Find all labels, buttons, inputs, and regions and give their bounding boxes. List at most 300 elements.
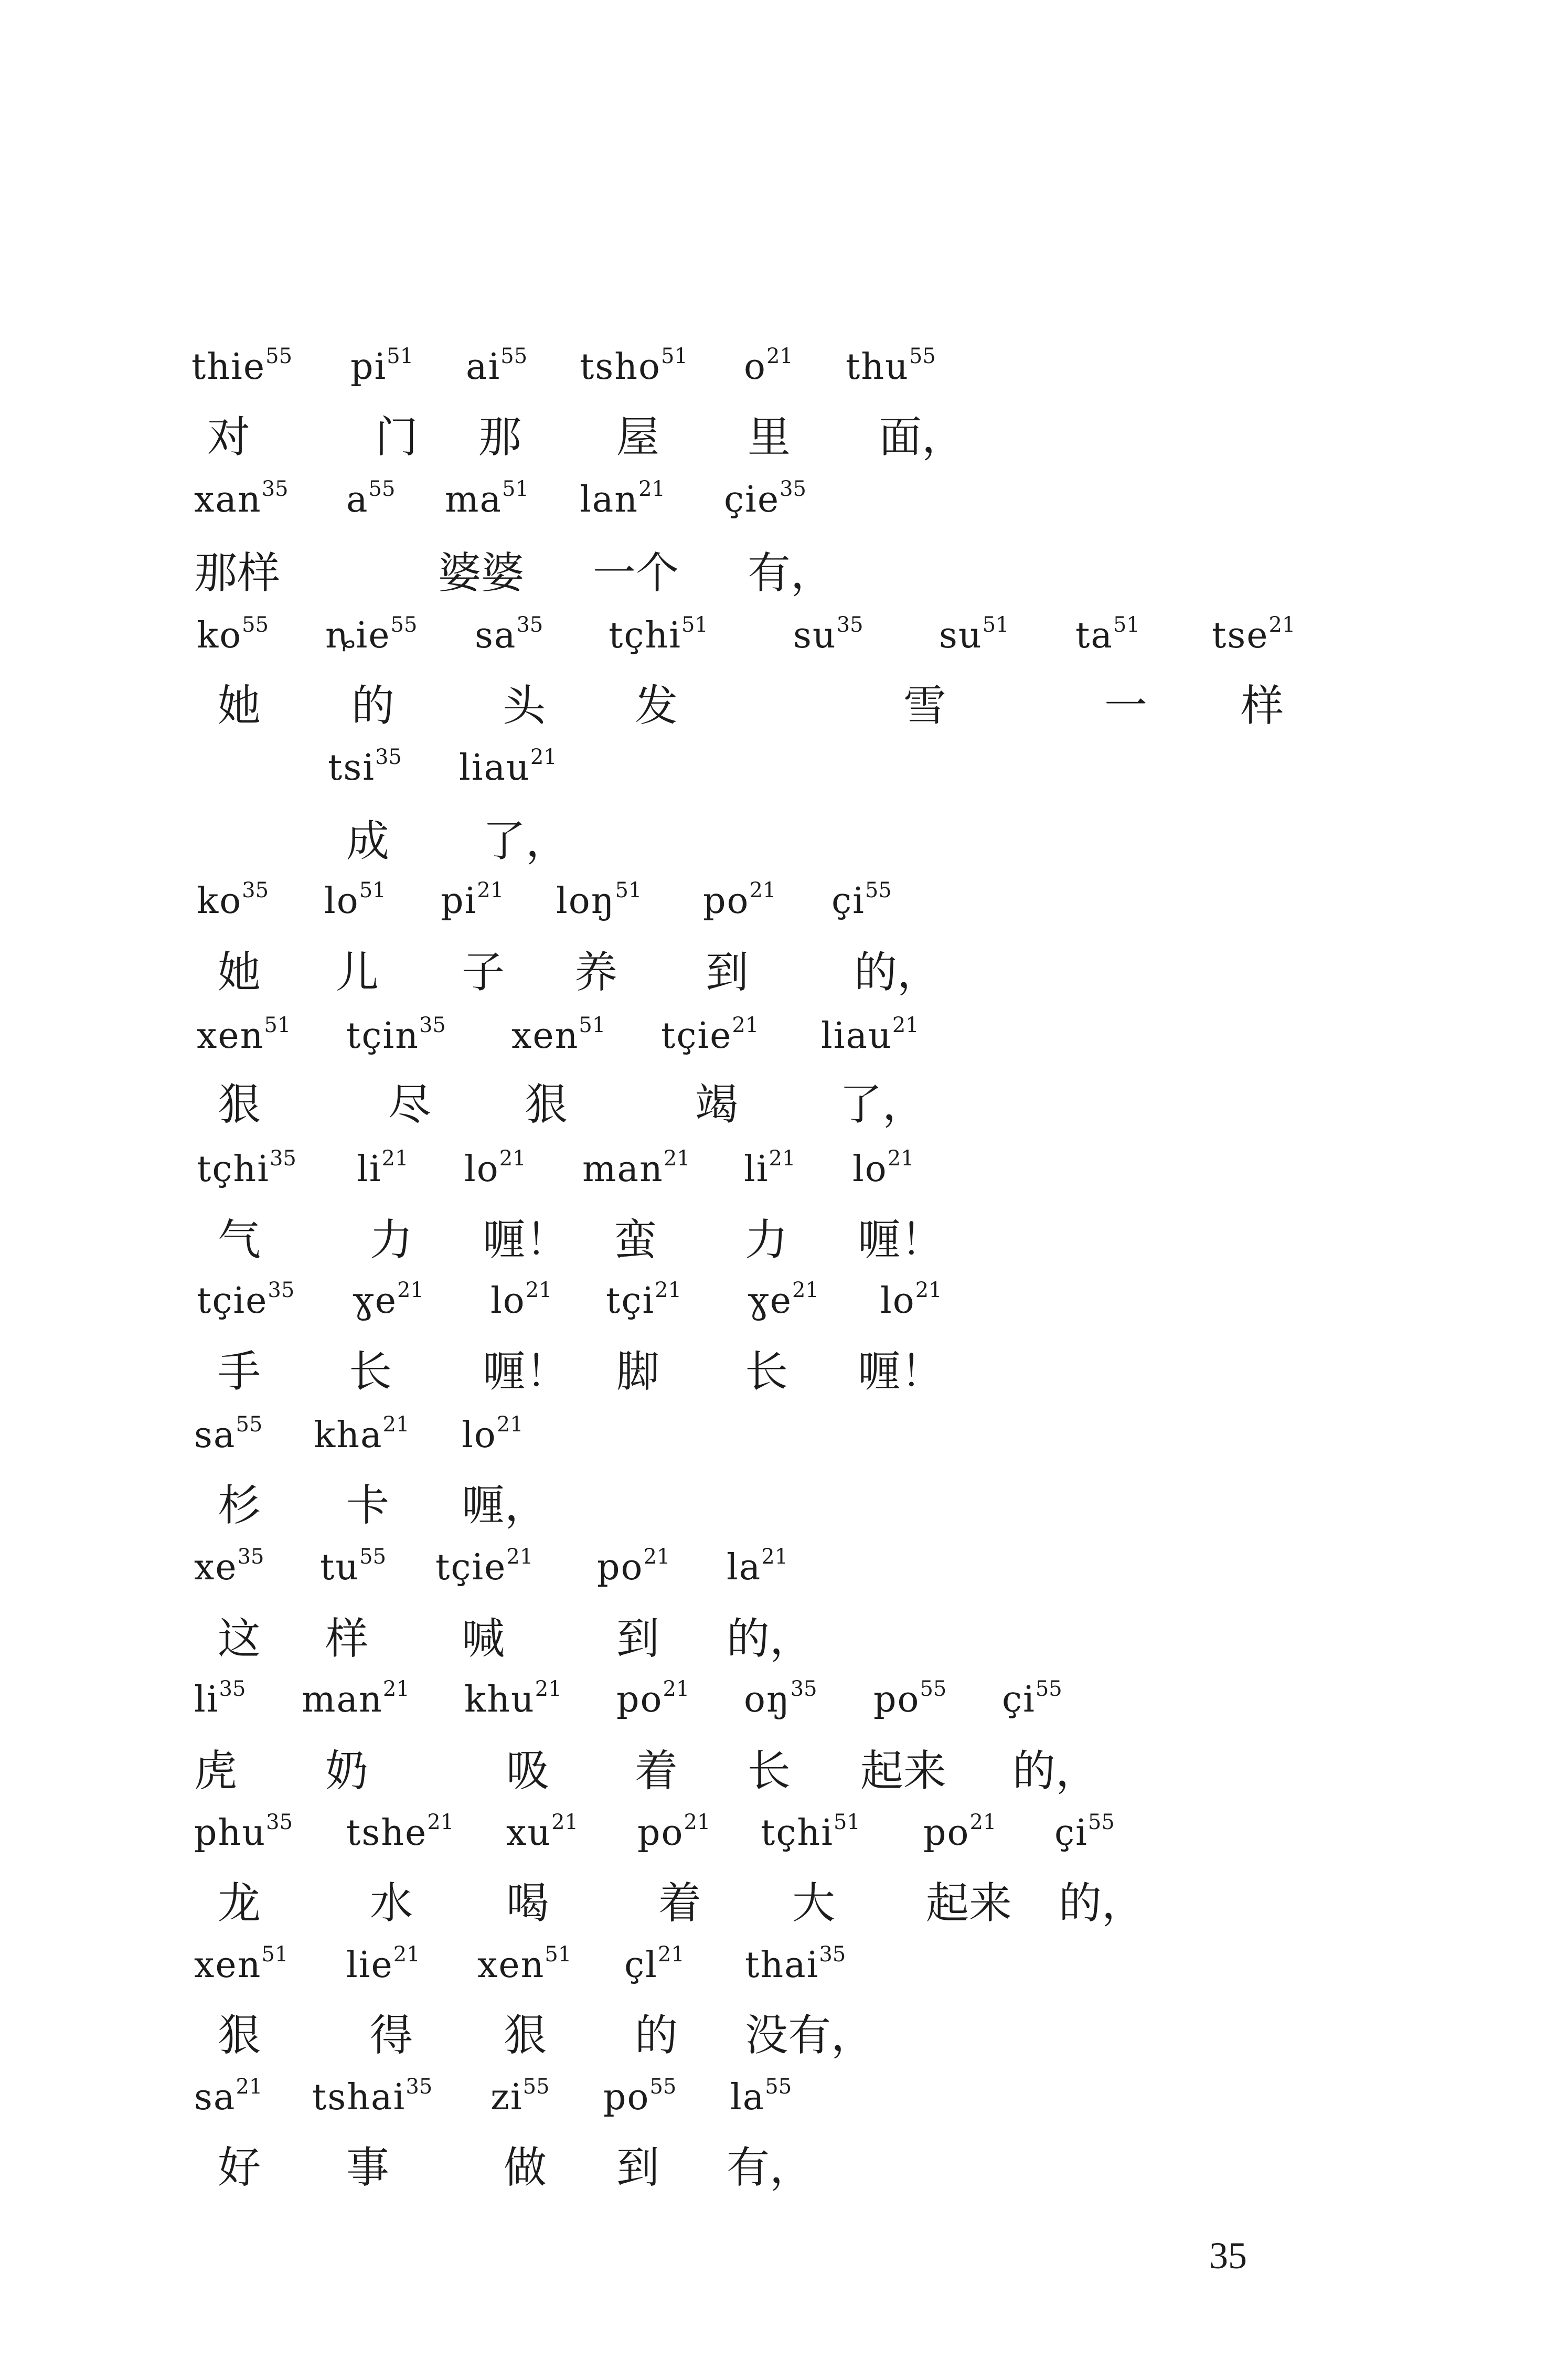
tone-number: 55 — [920, 1677, 947, 1701]
syllable: oŋ — [744, 1679, 791, 1720]
tone-number: 35 — [819, 1942, 846, 1967]
syllable: ma — [445, 479, 503, 520]
syllable: ta — [1075, 615, 1113, 656]
tone-number: 21 — [530, 745, 557, 769]
chinese-gloss: 没有， — [745, 2011, 875, 2060]
syllable: çi — [1002, 1679, 1036, 1720]
tone-number: 21 — [477, 878, 504, 902]
tone-number: 21 — [732, 1013, 759, 1037]
chinese-gloss: 力 — [745, 1215, 788, 1265]
chinese-gloss: 狠 — [504, 2011, 547, 2060]
tone-number: 55 — [500, 344, 528, 368]
romanized-word — [744, 344, 793, 388]
romanized-word — [490, 1278, 552, 1322]
romanized-word — [703, 878, 776, 922]
romanized-word — [459, 745, 557, 789]
syllable: ai — [466, 346, 501, 388]
tone-number: 21 — [769, 1146, 796, 1171]
syllable: khu — [464, 1679, 535, 1720]
romanized-word — [1075, 613, 1140, 656]
syllable: lo — [880, 1280, 915, 1322]
romanized-word — [603, 2075, 677, 2118]
romanized-word — [435, 1545, 534, 1588]
syllable: tshai — [312, 2077, 406, 2118]
tone-number: 35 — [780, 477, 806, 501]
romanized-word — [609, 613, 708, 656]
chinese-gloss: 尽 — [388, 1080, 432, 1130]
syllable: tçhi — [197, 1149, 270, 1190]
chinese-gloss: 喱！ — [858, 1215, 944, 1265]
chinese-gloss: 事 — [346, 2143, 390, 2193]
tone-number: 51 — [502, 477, 529, 501]
syllable: lo — [490, 1280, 526, 1322]
tone-number: 55 — [236, 1412, 263, 1437]
chinese-gloss: 一个 — [593, 548, 679, 598]
chinese-gloss: 婆婆 — [438, 548, 525, 598]
syllable: thu — [846, 346, 909, 388]
syllable: man — [582, 1149, 664, 1190]
tone-number: 55 — [265, 344, 293, 368]
chinese-gloss: 的 — [351, 681, 395, 731]
tone-number: 51 — [681, 613, 708, 637]
syllable: phu — [194, 1812, 266, 1854]
syllable: tçin — [346, 1015, 419, 1057]
syllable: ɣe — [748, 1280, 792, 1322]
syllable: kha — [314, 1415, 383, 1456]
syllable: xen — [511, 1015, 579, 1057]
tone-number: 21 — [427, 1810, 454, 1834]
romanized-word — [582, 1146, 690, 1190]
romanized-word — [324, 878, 386, 922]
romanized-word — [197, 613, 269, 656]
chinese-gloss: 的， — [1059, 1878, 1145, 1928]
romanized-word — [314, 1412, 410, 1456]
chinese-gloss: 样 — [1241, 681, 1284, 731]
syllable: li — [194, 1679, 219, 1720]
chinese-gloss: 喊 — [462, 1614, 505, 1664]
romanized-word — [302, 1677, 410, 1720]
syllable: po — [603, 2077, 650, 2118]
chinese-gloss: 长 — [745, 1347, 788, 1397]
romanized-word — [511, 1013, 606, 1057]
chinese-gloss: 喱， — [462, 1481, 548, 1531]
romanized-word — [831, 878, 892, 922]
syllable: thai — [745, 1945, 819, 1986]
romanized-word — [325, 613, 418, 656]
romanized-word — [852, 1146, 914, 1190]
chinese-gloss: 里 — [748, 412, 791, 462]
tone-number: 35 — [268, 1278, 295, 1302]
chinese-gloss: 大 — [792, 1878, 836, 1928]
syllable: xan — [194, 479, 262, 520]
syllable: ko — [197, 615, 242, 656]
romanized-word — [353, 1278, 424, 1322]
romanized-word — [724, 477, 806, 520]
syllable: po — [703, 880, 750, 922]
chinese-gloss: 狠 — [218, 1080, 261, 1130]
syllable: zi — [490, 2077, 523, 2118]
tone-number: 21 — [535, 1677, 562, 1701]
tone-number: 21 — [393, 1942, 420, 1967]
chinese-gloss: 喱！ — [483, 1215, 569, 1265]
romanized-word — [580, 477, 665, 520]
chinese-gloss: 喱！ — [483, 1347, 569, 1397]
chinese-gloss: 了， — [483, 816, 569, 866]
syllable: lo — [462, 1415, 497, 1456]
syllable: lo — [464, 1149, 499, 1190]
tone-number: 21 — [749, 878, 776, 902]
chinese-gloss: 力 — [370, 1215, 413, 1265]
syllable: tçie — [435, 1547, 507, 1588]
romanized-word — [350, 344, 414, 388]
romanized-word — [1212, 613, 1296, 656]
tone-number: 21 — [397, 1278, 424, 1302]
romanized-word — [466, 344, 528, 388]
romanized-word — [939, 613, 1009, 656]
syllable: su — [793, 615, 837, 656]
romanized-word — [357, 1146, 409, 1190]
syllable: loŋ — [556, 880, 615, 922]
tone-number: 21 — [236, 2075, 263, 2099]
chinese-gloss: 做 — [504, 2143, 547, 2193]
chinese-gloss: 卡 — [346, 1481, 390, 1531]
chinese-gloss: 得 — [370, 2011, 413, 2060]
chinese-gloss: 有， — [727, 2143, 813, 2193]
syllable: tshe — [346, 1812, 428, 1854]
tone-number: 51 — [833, 1810, 860, 1834]
tone-number: 21 — [381, 1146, 409, 1171]
tone-number: 21 — [969, 1810, 997, 1834]
syllable: liau — [821, 1015, 892, 1057]
syllable: lo — [852, 1149, 888, 1190]
syllable: lo — [324, 880, 359, 922]
chinese-gloss: 这 — [218, 1614, 261, 1664]
syllable: sa — [194, 1415, 236, 1456]
chinese-gloss: 好 — [218, 2143, 261, 2193]
tone-number: 21 — [638, 477, 665, 501]
tone-number: 55 — [242, 613, 269, 637]
romanized-word — [1002, 1677, 1062, 1720]
tone-number: 21 — [496, 1412, 524, 1437]
chinese-gloss: 子 — [462, 948, 505, 997]
syllable: çie — [724, 479, 780, 520]
tone-number: 21 — [499, 1146, 526, 1171]
chinese-gloss: 的 — [635, 2011, 678, 2060]
romanized-word — [464, 1677, 562, 1720]
tone-number: 51 — [359, 878, 386, 902]
chinese-gloss: 脚 — [616, 1347, 660, 1397]
romanized-word — [346, 1810, 454, 1854]
chinese-gloss: 一 — [1104, 681, 1148, 731]
chinese-gloss: 发 — [635, 681, 678, 731]
romanized-word — [197, 1278, 295, 1322]
tone-number: 35 — [406, 2075, 433, 2099]
romanized-word — [194, 2075, 263, 2118]
romanized-word — [616, 1677, 690, 1720]
tone-number: 35 — [419, 1013, 446, 1037]
syllable: thie — [191, 346, 266, 388]
chinese-gloss: 屋 — [616, 412, 660, 462]
syllable: po — [637, 1812, 684, 1854]
chinese-gloss: 到 — [616, 1614, 660, 1664]
tone-number: 35 — [219, 1677, 246, 1701]
chinese-gloss: 奶 — [325, 1746, 369, 1796]
romanized-word — [346, 477, 396, 520]
tone-number: 55 — [522, 2075, 550, 2099]
tone-number: 55 — [359, 1545, 387, 1569]
tone-number: 21 — [382, 1412, 410, 1437]
romanized-word — [490, 2075, 550, 2118]
chinese-gloss: 样 — [325, 1614, 369, 1664]
romanized-word — [730, 2075, 792, 2118]
romanized-word — [556, 878, 642, 922]
syllable: xen — [194, 1945, 262, 1986]
tone-number: 21 — [761, 1545, 788, 1569]
romanized-word — [197, 1146, 296, 1190]
tone-number: 35 — [790, 1677, 817, 1701]
tone-number: 21 — [915, 1278, 942, 1302]
syllable: sa — [194, 2077, 236, 2118]
syllable: xen — [477, 1945, 545, 1986]
syllable: su — [939, 615, 983, 656]
romanized-word — [475, 613, 543, 656]
syllable: xu — [506, 1812, 552, 1854]
tone-number: 51 — [387, 344, 414, 368]
tone-number: 51 — [982, 613, 1009, 637]
tone-number: 21 — [766, 344, 793, 368]
chinese-gloss: 着 — [658, 1878, 702, 1928]
chinese-gloss: 到 — [706, 948, 749, 997]
chinese-gloss: 雪 — [903, 681, 947, 731]
tone-number: 55 — [909, 344, 936, 368]
chinese-gloss: 龙 — [218, 1878, 261, 1928]
chinese-gloss: 面， — [879, 412, 965, 462]
tone-number: 21 — [792, 1278, 819, 1302]
romanized-word — [462, 1412, 524, 1456]
tone-number: 21 — [1268, 613, 1296, 637]
chinese-gloss: 的， — [1012, 1746, 1099, 1796]
romanized-word — [761, 1810, 860, 1854]
romanized-word — [312, 2075, 433, 2118]
tone-number: 55 — [865, 878, 892, 902]
tone-number: 51 — [261, 1942, 289, 1967]
syllable: çi — [1054, 1812, 1088, 1854]
tone-number: 51 — [579, 1013, 606, 1037]
romanized-word — [880, 1278, 942, 1322]
romanized-word — [821, 1013, 919, 1057]
romanized-word — [1054, 1810, 1115, 1854]
chinese-gloss: 她 — [218, 948, 261, 997]
syllable: xen — [197, 1015, 264, 1057]
romanized-word — [624, 1942, 685, 1986]
romanized-word — [194, 1810, 293, 1854]
tone-number: 51 — [660, 344, 688, 368]
tone-number: 35 — [242, 878, 269, 902]
romanized-word — [477, 1942, 572, 1986]
syllable: tse — [1212, 615, 1269, 656]
romanized-word — [328, 745, 402, 789]
tone-number: 21 — [655, 1278, 682, 1302]
romanized-word — [191, 344, 293, 388]
chinese-gloss: 杉 — [218, 1481, 261, 1531]
syllable: tu — [320, 1547, 360, 1588]
romanized-word — [320, 1545, 387, 1588]
romanized-word — [197, 1013, 291, 1057]
syllable: pi — [441, 880, 477, 922]
chinese-gloss: 她 — [218, 681, 261, 731]
tone-number: 21 — [663, 1146, 690, 1171]
chinese-gloss: 气 — [218, 1215, 261, 1265]
chinese-gloss: 的， — [854, 948, 941, 997]
chinese-gloss: 的， — [727, 1614, 813, 1664]
chinese-gloss: 起来 — [926, 1878, 1012, 1928]
romanized-word — [597, 1545, 670, 1588]
romanized-word — [197, 878, 269, 922]
romanized-word — [194, 1942, 289, 1986]
romanized-word — [445, 477, 529, 520]
syllable: tçie — [197, 1280, 268, 1322]
tone-number: 55 — [390, 613, 418, 637]
tone-number: 55 — [765, 2075, 792, 2099]
romanized-word — [637, 1810, 711, 1854]
romanized-word — [194, 1545, 264, 1588]
chinese-gloss: 长 — [748, 1746, 791, 1796]
syllable: la — [730, 2077, 765, 2118]
chinese-gloss: 竭 — [695, 1080, 739, 1130]
romanized-word — [661, 1013, 759, 1057]
page-number: 35 — [1209, 2235, 1247, 2277]
tone-number: 35 — [375, 745, 402, 769]
romanized-word — [793, 613, 863, 656]
chinese-gloss: 起来 — [860, 1746, 947, 1796]
tone-number: 21 — [643, 1545, 670, 1569]
syllable: po — [597, 1547, 644, 1588]
chinese-gloss: 对 — [207, 412, 251, 462]
chinese-gloss: 蛮 — [614, 1215, 657, 1265]
syllable: çl — [624, 1945, 658, 1986]
tone-number: 51 — [545, 1942, 572, 1967]
tone-number: 35 — [261, 477, 289, 501]
syllable: çi — [831, 880, 865, 922]
chinese-gloss: 那样 — [194, 548, 281, 598]
tone-number: 21 — [525, 1278, 552, 1302]
tone-number: 55 — [1087, 1810, 1115, 1834]
chinese-gloss: 有， — [748, 548, 834, 598]
tone-number: 35 — [237, 1545, 264, 1569]
syllable: a — [346, 479, 369, 520]
syllable: po — [873, 1679, 920, 1720]
tone-number: 21 — [382, 1677, 410, 1701]
syllable: tçhi — [761, 1812, 834, 1854]
tone-number: 35 — [266, 1810, 293, 1834]
tone-number: 21 — [551, 1810, 579, 1834]
chinese-gloss: 成 — [346, 816, 390, 866]
romanized-word — [194, 1412, 263, 1456]
romanized-word — [745, 1942, 846, 1986]
syllable: xe — [194, 1547, 238, 1588]
romanized-word — [194, 477, 289, 520]
chinese-gloss: 狠 — [218, 2011, 261, 2060]
syllable: man — [302, 1679, 383, 1720]
chinese-gloss: 喱！ — [858, 1347, 944, 1397]
tone-number: 55 — [368, 477, 396, 501]
romanized-word — [744, 1146, 796, 1190]
romanized-word — [441, 878, 504, 922]
tone-number: 51 — [264, 1013, 291, 1037]
romanized-word — [580, 344, 688, 388]
tone-number: 51 — [1113, 613, 1140, 637]
romanized-word — [744, 1677, 817, 1720]
syllable: ko — [197, 880, 242, 922]
tone-number: 21 — [892, 1013, 919, 1037]
romanized-word — [846, 344, 936, 388]
romanized-word — [748, 1278, 819, 1322]
romanized-word — [464, 1146, 526, 1190]
chinese-gloss: 吸 — [506, 1746, 550, 1796]
romanized-word — [727, 1545, 788, 1588]
chinese-gloss: 水 — [370, 1878, 413, 1928]
chinese-gloss: 门 — [375, 412, 419, 462]
tone-number: 55 — [1035, 1677, 1062, 1701]
romanized-word — [923, 1810, 997, 1854]
chinese-gloss: 长 — [349, 1347, 392, 1397]
chinese-gloss: 喝 — [506, 1878, 550, 1928]
chinese-gloss: 手 — [218, 1347, 261, 1397]
chinese-gloss: 养 — [574, 948, 618, 997]
syllable: ȵie — [325, 615, 391, 656]
romanized-word — [606, 1278, 682, 1322]
syllable: ɣe — [353, 1280, 397, 1322]
tone-number: 55 — [649, 2075, 677, 2099]
chinese-gloss: 虎 — [194, 1746, 238, 1796]
tone-number: 21 — [663, 1677, 690, 1701]
tone-number: 35 — [269, 1146, 296, 1171]
tone-number: 21 — [684, 1810, 711, 1834]
syllable: tçie — [661, 1015, 732, 1057]
syllable: lie — [346, 1945, 393, 1986]
syllable: pi — [350, 346, 387, 388]
syllable: la — [727, 1547, 762, 1588]
chinese-gloss: 狠 — [525, 1080, 568, 1130]
chinese-gloss: 那 — [478, 412, 522, 462]
syllable: li — [744, 1149, 769, 1190]
syllable: po — [923, 1812, 970, 1854]
romanized-word — [873, 1677, 947, 1720]
romanized-word — [194, 1677, 246, 1720]
syllable: tsho — [580, 346, 661, 388]
romanized-word — [346, 1013, 446, 1057]
syllable: tçi — [606, 1280, 655, 1322]
syllable: lan — [580, 479, 639, 520]
chinese-gloss: 了， — [839, 1080, 926, 1130]
tone-number: 35 — [516, 613, 543, 637]
syllable: tçhi — [609, 615, 681, 656]
tone-number: 51 — [615, 878, 642, 902]
tone-number: 21 — [887, 1146, 914, 1171]
tone-number: 35 — [836, 613, 863, 637]
chinese-gloss: 到 — [616, 2143, 660, 2193]
chinese-gloss: 头 — [503, 681, 546, 731]
syllable: tsi — [328, 747, 375, 789]
romanized-word — [506, 1810, 579, 1854]
syllable: o — [744, 346, 766, 388]
romanized-word — [346, 1942, 420, 1986]
chinese-gloss: 儿 — [336, 948, 379, 997]
syllable: po — [616, 1679, 663, 1720]
tone-number: 21 — [506, 1545, 534, 1569]
syllable: liau — [459, 747, 530, 789]
chinese-gloss: 着 — [635, 1746, 678, 1796]
